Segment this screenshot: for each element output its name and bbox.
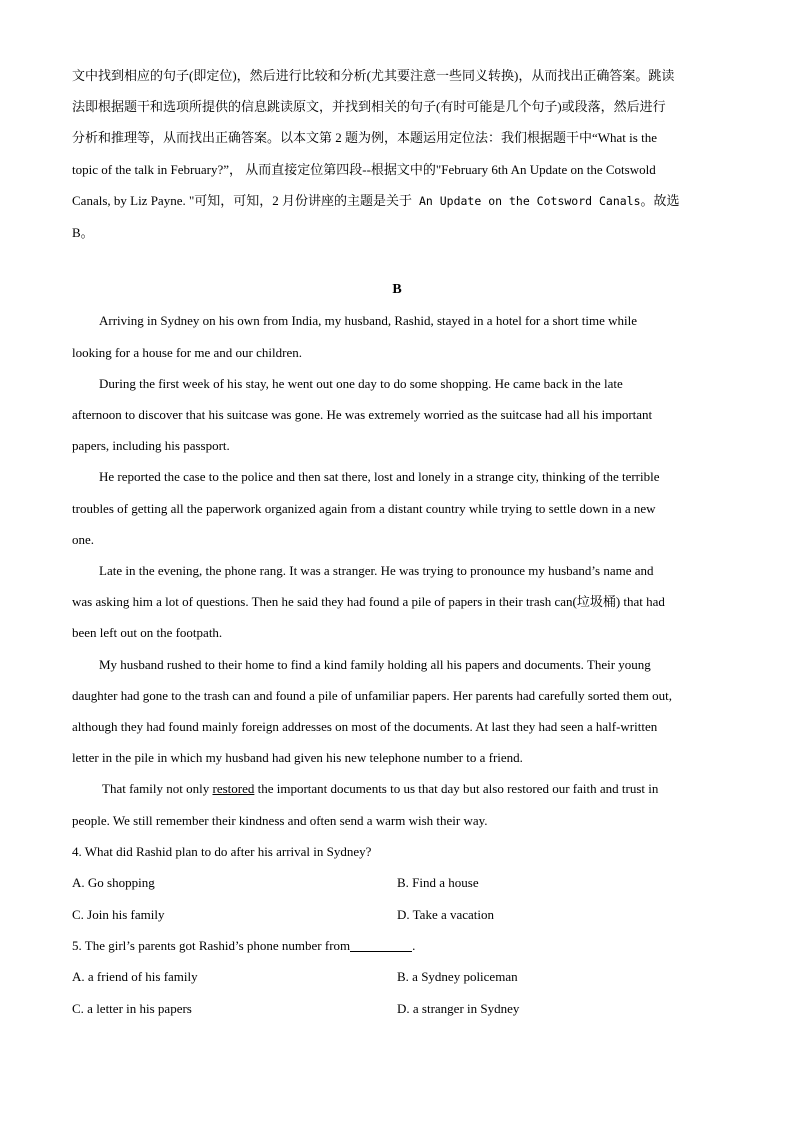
option-a: A. Go shopping: [72, 875, 155, 891]
passage-line: My husband rushed to their home to find a kind family holding all his papers and documents. Their young: [99, 656, 651, 672]
option-b: B. Find a house: [397, 875, 479, 891]
option-row: [72, 867, 722, 899]
option-a: A. a friend of his family: [72, 969, 198, 985]
option-row: [72, 899, 722, 931]
explanation-line: [72, 185, 722, 217]
passage-line: people. We still remember their kindness and often send a warm wish their way.: [72, 812, 488, 828]
option-b: B. a Sydney policeman: [397, 969, 518, 985]
explanation-line: 文中找到相应的句子(即定位)，然后进行比较和分析(尤其要注意一些同义转换)，从而找出正确答案。跳读: [72, 68, 675, 83]
passage-line: been left out on the footpath.: [72, 625, 223, 641]
passage-line: daughter had gone to the trash can and found a pile of unfamiliar papers. Her parents had carefully sorted them out,: [72, 687, 672, 703]
passage-line: He reported the case to the police and then sat there, lost and lonely in a strange city, thinking of the terrible: [99, 469, 660, 485]
passage-line: Late in the evening, the phone rang. It was a stranger. He was trying to pronounce my husband’s name and: [99, 563, 654, 579]
answer-blank: [350, 938, 412, 952]
option-d: D. Take a vacation: [397, 906, 495, 922]
document-content: [72, 60, 722, 1024]
question-stem: 4. What did Rashid plan to do after his arrival in Sydney?: [72, 843, 372, 859]
passage-line: [72, 773, 722, 804]
passage-line: was asking him a lot of questions. Then he said they had found a pile of papers in their trash can(垃圾桶) that had: [72, 594, 665, 610]
question-5: [72, 930, 722, 1024]
passage-text: That family not only: [102, 781, 213, 797]
option-c: C. a letter in his papers: [72, 1000, 192, 1016]
option-d: D. a stranger in Sydney: [397, 1000, 520, 1016]
passage-line: looking for a house for me and our children.: [72, 344, 302, 360]
question-stem-end: .: [412, 938, 416, 954]
passage-line: papers, including his passport.: [72, 438, 230, 454]
passage-line: During the first week of his stay, he went out one day to do some shopping. He came back in the late: [99, 375, 623, 391]
passage-line: afternoon to discover that his suitcase was gone. He was extremely worried as the suitcase had all his important: [72, 407, 653, 423]
option-c: C. Join his family: [72, 906, 165, 922]
explanation-line: topic of the talk in February?”， 从而直接定位第四段--根据文中的"February 6th An Update on the Cotswold: [72, 161, 656, 177]
question-stem: [72, 930, 722, 961]
explanation-line: B。: [72, 225, 94, 241]
explanation-line: 法即根据题干和选项所提供的信息跳读原文，并找到相关的句子(有时可能是几个句子)或段落，然后进行: [72, 99, 666, 115]
passage-line: one.: [72, 531, 95, 547]
passage-text: the important documents to us that day but also restored our faith and trust in: [254, 781, 659, 797]
passage-line: letter in the pile in which my husband had given his new telephone number to a friend.: [72, 750, 523, 766]
passage-line: troubles of getting all the paperwork organized again from a distant country while trying to settle down in a new: [72, 500, 656, 516]
passage: [72, 305, 722, 835]
section-title: B: [392, 282, 402, 298]
passage-line: although they had found mainly foreign addresses on most of the documents. At last they had seen a half-written: [72, 719, 658, 735]
question-4: [72, 836, 722, 930]
question-stem-text: 5. The girl’s parents got Rashid’s phone number from: [72, 938, 351, 954]
explanation-block: [72, 60, 722, 248]
explanation-text: 。故选: [640, 192, 680, 208]
explanation-mono-text: An Update on the Cotsword Canals: [412, 193, 641, 208]
option-row: [72, 961, 722, 993]
option-row: [72, 993, 722, 1025]
explanation-text: Canals, by Liz Payne. "可知，可知，2 月份讲座的主题是关于: [72, 192, 413, 208]
underlined-word: restored: [212, 781, 255, 797]
passage-line: Arriving in Sydney on his own from India, my husband, Rashid, stayed in a hotel for a short time while: [99, 313, 637, 329]
explanation-line: 分析和推理等，从而找出正确答案。以本文第 2 题为例，本题运用定位法：我们根据题干中“What is the: [72, 130, 657, 146]
